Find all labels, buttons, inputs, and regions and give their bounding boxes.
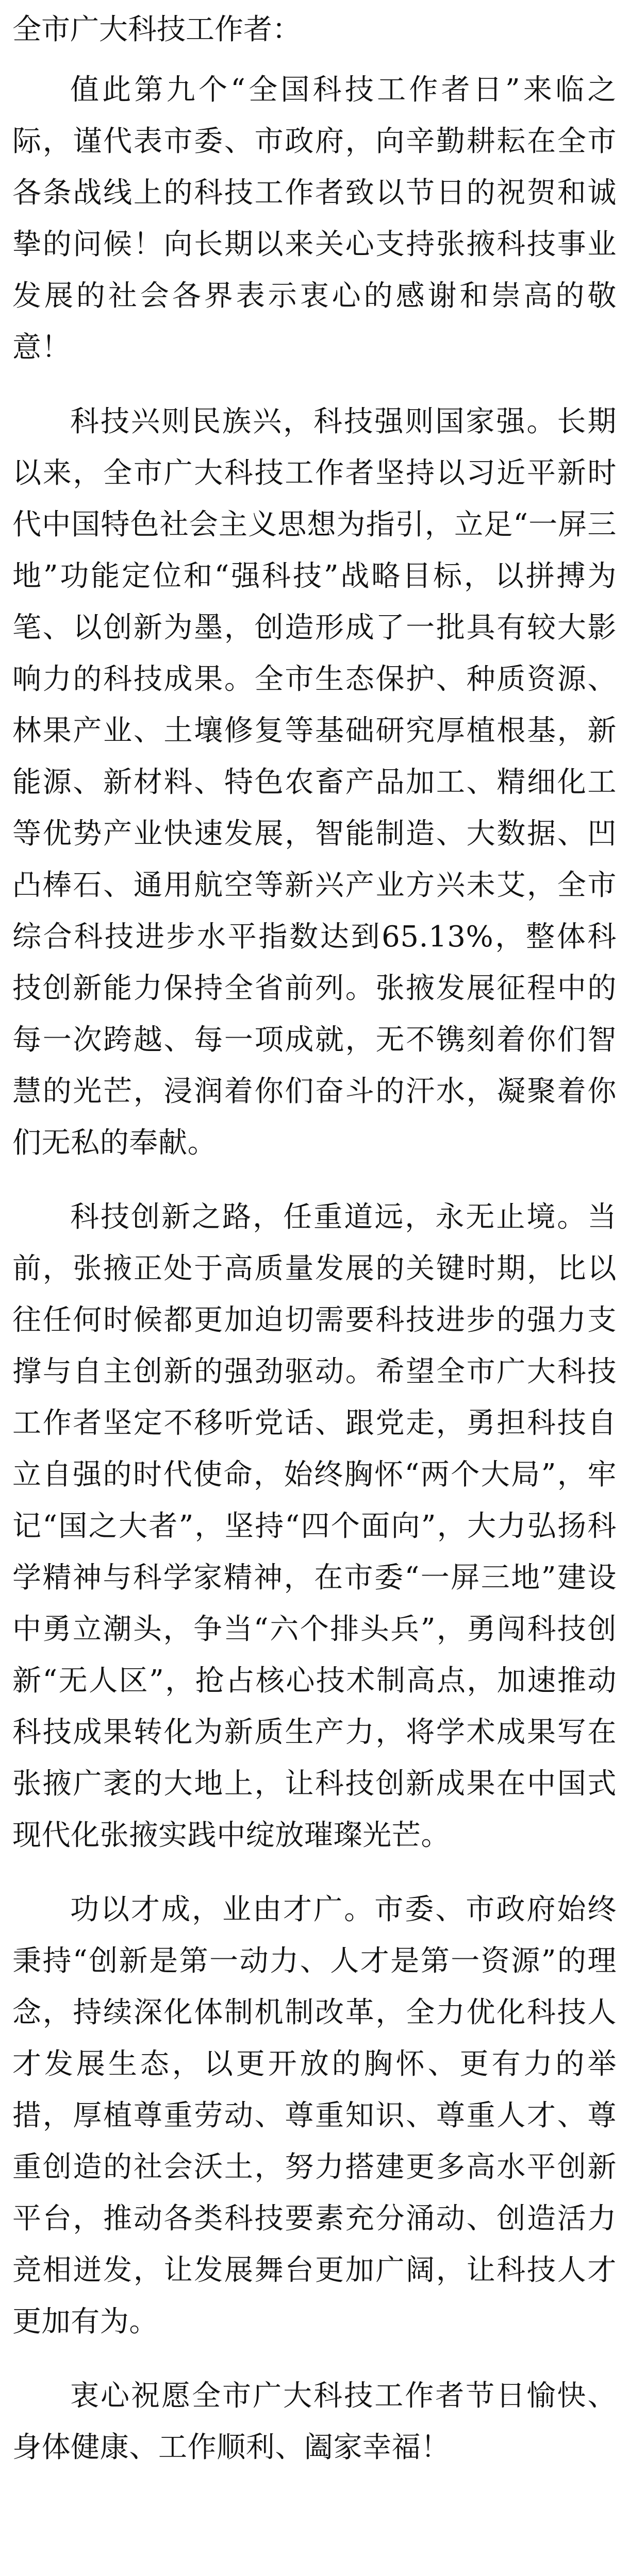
letter-body (12, 64, 617, 2496)
paragraph-wishes: 衷心祝愿全市广大科技工作者节日愉快、身体健康、工作顺利、阖家幸福！ (12, 2379, 617, 2464)
paragraph-talent-policy: 功以才成，业由才广。市委、市政府始终秉持“创新是第一动力、人才是第一资源”的理念，持续深化体制机制改革，全力优化科技人才发展生态，以更开放的胸怀、更有力的举措，厚植尊重劳动、尊重知识、尊重人才、尊重创造的社会沃土，努力搭建更多高水平创新平台，推动各类科技要素充分涌动、创造活力竞相迸发，让发展舞台更加广阔，让科技人才更加有为。 (12, 1893, 617, 2338)
paragraph-greeting: 值此第九个“全国科技工作者日”来临之际，谨代表市委、市政府，向辛勤耕耘在全市各条战线上的科技工作者致以节日的祝贺和诚挚的问候！向长期以来关心支持张掖科技事业发展的社会各界表示衷心的感谢和崇高的敬意！ (12, 73, 617, 364)
paragraph-achievements: 科技兴则民族兴，科技强则国家强。长期以来，全市广大科技工作者坚持以习近平新时代中国特色社会主义思想为指引，立足“一屏三地”功能定位和“强科技”战略目标，以拼搏为笔、以创新为墨，创造形成了一批具有较大影响力的科技成果。全市生态保护、种质资源、林果产业、土壤修复等基础研究厚植根基，新能源、新材料、特色农畜产品加工、精细化工等优势产业快速发展，智能制造、大数据、凹凸棒石、通用航空等新兴产业方兴未艾，全市综合科技进步水平指数达到65.13%，整体科技创新能力保持全省前列。张掖发展征程中的每一次跨越、每一项成就，无不镌刻着你们智慧的光芒，浸润着你们奋斗的汗水，凝聚着你们无私的奉献。 (12, 405, 617, 1160)
salutation: 全市广大科技工作者： (12, 13, 301, 46)
paragraph-expectations: 科技创新之路，任重道远，永无止境。当前，张掖正处于高质量发展的关键时期，比以往任何时候都更加迫切需要科技进步的强力支撑与自主创新的强劲驱动。希望全市广大科技工作者坚定不移听党话、跟党走，勇担科技自立自强的时代使命，始终胸怀“两个大局”，牢记“国之大者”，坚持“四个面向”，大力弘扬科学精神与科学家精神，在市委“一屏三地”建设中勇立潮头，争当“六个排头兵”，勇闯科技创新“无人区”，抢占核心技术制高点，加速推动科技成果转化为新质生产力，将学术成果写在张掖广袤的大地上，让科技创新成果在中国式现代化张掖实践中绽放璀璨光芒。 (12, 1200, 617, 1852)
